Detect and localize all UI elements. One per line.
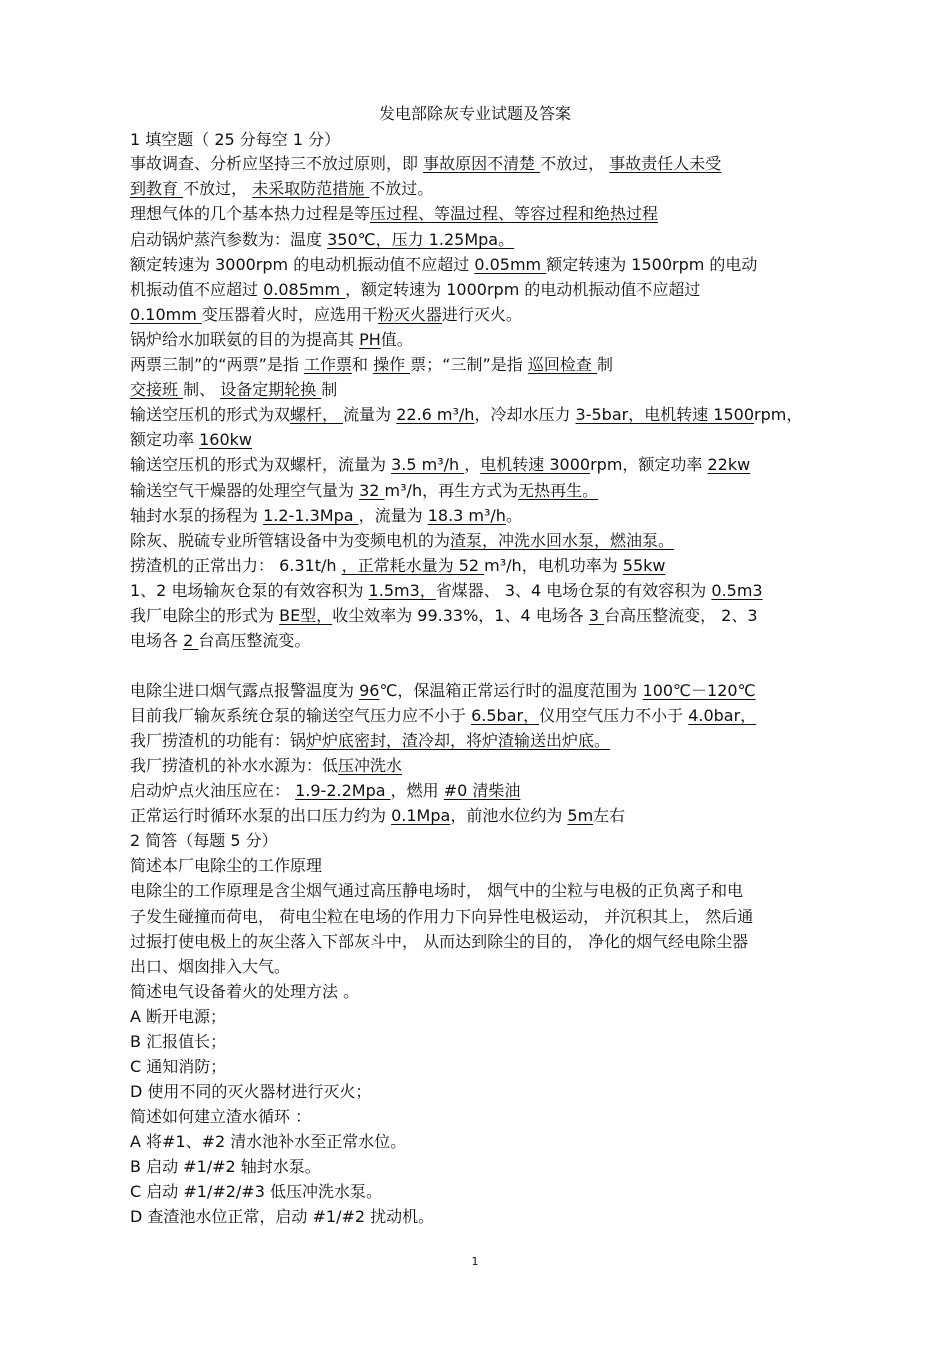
text-line bbox=[130, 579, 763, 603]
answer-blank: 160kw bbox=[199, 430, 252, 449]
text-segment: ， bbox=[464, 455, 481, 474]
text-segment: 电场各 bbox=[130, 631, 184, 650]
text-segment: rpm，额定功率 bbox=[590, 455, 708, 474]
text-segment: 理想气体的几个基本热力过程是等 bbox=[130, 204, 371, 223]
answer-blank: 0.10mm bbox=[130, 305, 202, 324]
answer-blank: 0.05mm bbox=[474, 255, 547, 274]
text-segment: 台高压整流变， 2、3 bbox=[604, 606, 758, 625]
text-segment: ℃，保温箱正常运行时的温度范围为 bbox=[379, 681, 643, 700]
text-segment: ，燃用 bbox=[390, 781, 444, 800]
text-line bbox=[130, 729, 610, 753]
text-segment: 进行灭火。 bbox=[441, 305, 522, 324]
text-segment: D 查渣池水位正常，启动 #1/#2 扰动机。 bbox=[130, 1207, 435, 1226]
text-segment: ，冷却水压力 bbox=[474, 405, 576, 424]
text-line bbox=[130, 1205, 434, 1229]
text-segment: 启动炉点火油压应在： bbox=[130, 781, 296, 800]
text-segment: 仪用空气压力不小于 bbox=[539, 706, 689, 725]
text-line bbox=[130, 328, 413, 352]
text-line bbox=[130, 128, 340, 152]
answer-blank: 1.5m3， bbox=[368, 581, 436, 600]
answer-blank: 炉炉底密封，渣冷却，将炉渣输送出炉底。 bbox=[306, 731, 611, 750]
answer-blank: 未采取防范措施 bbox=[252, 179, 370, 198]
answer-blank: 电机转速 3000 bbox=[480, 455, 591, 474]
text-segment: 不放过， bbox=[540, 154, 610, 173]
answer-blank: 事故原因不清楚 bbox=[423, 154, 541, 173]
text-segment: 制 bbox=[321, 380, 338, 399]
text-line bbox=[130, 1055, 226, 1079]
text-line bbox=[130, 980, 359, 1004]
text-segment: ，前池水位约为 bbox=[450, 806, 568, 825]
text-segment: 目前我厂输灰系统仓泵的输送空气压力应不小于 bbox=[130, 706, 472, 725]
text-segment: 我厂捞渣机的补水水源为：低 bbox=[130, 756, 339, 775]
answer-blank: #0 清柴油 bbox=[443, 781, 521, 800]
text-line bbox=[130, 554, 666, 578]
text-segment: B 汇报值长； bbox=[130, 1032, 227, 1051]
answer-blank: 2 bbox=[183, 631, 199, 650]
text-line bbox=[130, 228, 514, 252]
text-line bbox=[130, 955, 290, 979]
text-segment: 不放过。 bbox=[369, 179, 434, 198]
text-segment: 简述本厂电除尘的工作原理 bbox=[130, 856, 323, 875]
text-segment: 出口、烟囱排入大气。 bbox=[130, 957, 291, 976]
text-segment: 机振动值不应超过 bbox=[130, 280, 264, 299]
text-line bbox=[130, 1130, 406, 1154]
answer-blank: 0.085mm bbox=[263, 280, 346, 299]
answer-blank: 32 bbox=[359, 481, 385, 500]
text-segment: B 启动 #1/#2 轴封水泵。 bbox=[130, 1157, 321, 1176]
text-line bbox=[130, 378, 337, 402]
answer-blank: 粉灭火器 bbox=[377, 305, 442, 324]
text-segment: 收尘效率为 99.33%，1、4 电场各 bbox=[332, 606, 589, 625]
text-segment: 输送空压机的形式为双螺杆，流量为 bbox=[130, 455, 392, 474]
text-segment: 不放过， bbox=[183, 179, 253, 198]
text-segment: 我厂捞渣机的功能有：锅 bbox=[130, 731, 307, 750]
answer-blank: 压过程、等温过程、等容过程和绝热过程 bbox=[370, 204, 659, 223]
text-segment: 流量为 bbox=[343, 405, 397, 424]
answer-blank: 操作 bbox=[373, 355, 411, 374]
text-segment: 事故调查、分析应坚持三不放过原则，即 bbox=[130, 154, 424, 173]
answer-blank: 压冲洗水 bbox=[338, 756, 403, 775]
text-line bbox=[130, 854, 322, 878]
text-line bbox=[130, 253, 757, 277]
answer-blank: 巡回检查 bbox=[527, 355, 597, 374]
text-segment: 输送空压机的形式为双 bbox=[130, 405, 291, 424]
text-segment: 简述电气设备着火的处理方法 。 bbox=[130, 982, 360, 1001]
answer-blank: 3-5bar，电机转速 1500 bbox=[575, 405, 755, 424]
text-segment: 正常运行时循环水泵的出口压力约为 bbox=[130, 806, 392, 825]
text-segment: 制 bbox=[596, 355, 613, 374]
text-segment: 捞渣机的正常出力： 6.31t/h bbox=[130, 556, 342, 575]
text-segment: 启动锅炉蒸汽参数为：温度 bbox=[130, 230, 328, 249]
answer-blank: 3.5 m³/h bbox=[391, 455, 465, 474]
text-segment: 值。 bbox=[380, 330, 413, 349]
answer-blank: 0.5m3 bbox=[711, 581, 763, 600]
text-line bbox=[130, 202, 658, 226]
text-line bbox=[130, 679, 756, 703]
text-line bbox=[130, 704, 756, 728]
text-line bbox=[130, 428, 252, 452]
page-number: 1 bbox=[471, 1255, 479, 1268]
text-segment: 和 bbox=[351, 355, 374, 374]
text-line bbox=[130, 403, 802, 427]
text-line bbox=[130, 905, 753, 929]
answer-blank: ，正常耗水量为 52 bbox=[341, 556, 485, 575]
text-segment: 除灰、脱硫专业所管辖设备中为变频电机的为 bbox=[130, 531, 451, 550]
text-segment: 制、 bbox=[183, 380, 221, 399]
text-line bbox=[130, 879, 743, 903]
text-line bbox=[130, 529, 674, 553]
answer-blank: 到教育 bbox=[130, 179, 184, 198]
text-segment: 1 填空题（ 25 分每空 1 分） bbox=[130, 130, 341, 149]
answer-blank: 22.6 m³/h bbox=[396, 405, 475, 424]
answer-blank: 5m bbox=[567, 806, 594, 825]
text-line bbox=[130, 829, 278, 853]
text-segment: D 使用不同的灭火器材进行灭火； bbox=[130, 1082, 372, 1101]
text-segment: 轴封水泵的扬程为 bbox=[130, 506, 264, 525]
text-line bbox=[130, 1180, 382, 1204]
text-line bbox=[130, 353, 613, 377]
text-segment: 电除尘的工作原理是含尘烟气通过高压静电场时， 烟气中的尘粒与电极的正负离子和电 bbox=[130, 881, 744, 900]
text-line bbox=[130, 1030, 226, 1054]
text-segment: 额定功率 bbox=[130, 430, 200, 449]
text-segment: 输送空气干燥器的处理空气量为 bbox=[130, 481, 360, 500]
text-segment: 两票三制”的“两票”是指 bbox=[130, 355, 304, 374]
text-line bbox=[130, 779, 520, 803]
answer-blank: 无热再生。 bbox=[518, 481, 599, 500]
answer-blank: 1.9-2.2Mpa bbox=[295, 781, 391, 800]
text-line bbox=[130, 930, 748, 954]
answer-blank: 100℃－120℃ bbox=[642, 681, 756, 700]
text-segment: m³/h，电机功率为 bbox=[484, 556, 623, 575]
text-segment: 过振打使电极上的灰尘落入下部灰斗中， 从而达到除尘的目的， 净化的烟气经电除尘器 bbox=[130, 932, 749, 951]
answer-blank: 设备定期轮换 bbox=[220, 380, 322, 399]
text-segment: A 断开电源； bbox=[130, 1007, 227, 1026]
text-segment: 电除尘进口烟气露点报警温度为 bbox=[130, 681, 360, 700]
answer-blank: 4.0bar， bbox=[688, 706, 757, 725]
text-segment: 。 bbox=[505, 506, 522, 525]
answer-blank: 350℃，压力 1.25Mpa。 bbox=[327, 230, 515, 249]
text-segment: 额定转速为 3000rpm 的电动机振动值不应超过 bbox=[130, 255, 475, 274]
answer-blank: 0.1Mpa bbox=[391, 806, 451, 825]
text-line bbox=[130, 1105, 311, 1129]
text-segment: 左右 bbox=[593, 806, 626, 825]
text-segment: ，流量为 bbox=[358, 506, 428, 525]
text-line bbox=[130, 479, 598, 503]
text-line bbox=[130, 177, 433, 201]
text-line bbox=[130, 604, 758, 628]
text-segment: m³/h，再生方式为 bbox=[384, 481, 519, 500]
answer-blank: 事故责任人未受 bbox=[609, 154, 722, 173]
text-segment: 台高压整流变。 bbox=[198, 631, 311, 650]
text-segment: 省煤器、 3、4 电场仓泵的有效容积为 bbox=[435, 581, 712, 600]
answer-blank: 工作票 bbox=[303, 355, 352, 374]
text-line bbox=[130, 754, 402, 778]
text-segment: 简述如何建立渣水循环 ： bbox=[130, 1107, 312, 1126]
answer-blank: 渣泵，冲洗水回水泵，燃油泵。 bbox=[450, 531, 675, 550]
text-segment: C 通知消防； bbox=[130, 1057, 227, 1076]
text-line bbox=[130, 453, 750, 477]
answer-blank: 1.2-1.3Mpa bbox=[263, 506, 359, 525]
text-line bbox=[130, 629, 310, 653]
text-line bbox=[130, 303, 522, 327]
text-segment: 子发生碰撞而荷电， 荷电尘粒在电场的作用力下向异性电极运动， 并沉积其上， 然后通 bbox=[130, 907, 754, 926]
answer-blank: PH bbox=[359, 330, 381, 349]
answer-blank: 交接班 bbox=[130, 380, 184, 399]
answer-blank: 22kw bbox=[707, 455, 751, 474]
text-line bbox=[130, 1155, 321, 1179]
answer-blank: 18.3 m³/h bbox=[427, 506, 506, 525]
text-segment: 变压器着火时，应选用干 bbox=[201, 305, 378, 324]
text-segment: ，额定转速为 1000rpm 的电动机振动值不应超过 bbox=[345, 280, 701, 299]
answer-blank: 55kw bbox=[622, 556, 666, 575]
text-segment: C 启动 #1/#2/#3 低压冲洗水泵。 bbox=[130, 1182, 382, 1201]
document-title: 发电部除灰专业试题及答案 bbox=[378, 104, 571, 123]
text-segment: A 将#1、#2 清水池补水至正常水位。 bbox=[130, 1132, 407, 1151]
answer-blank: BE型， bbox=[279, 606, 333, 625]
text-line bbox=[130, 504, 522, 528]
text-line bbox=[130, 1005, 226, 1029]
text-line bbox=[130, 1080, 371, 1104]
text-line bbox=[130, 804, 625, 828]
text-segment: 锅炉给水加联氨的目的为提高其 bbox=[130, 330, 360, 349]
text-segment: 票；“三制”是指 bbox=[410, 355, 528, 374]
text-segment: 2 简答（每题 5 分） bbox=[130, 831, 278, 850]
text-segment: rpm， bbox=[754, 405, 803, 424]
text-line bbox=[130, 152, 721, 176]
text-line bbox=[130, 278, 700, 302]
answer-blank: 3 bbox=[588, 606, 605, 625]
answer-blank: 6.5bar， bbox=[471, 706, 540, 725]
answer-blank: 96 bbox=[359, 681, 380, 700]
text-segment: 1、2 电场输灰仓泵的有效容积为 bbox=[130, 581, 369, 600]
text-segment: 额定转速为 1500rpm 的电动 bbox=[546, 255, 758, 274]
text-segment: 我厂电除尘的形式为 bbox=[130, 606, 280, 625]
answer-blank: 螺杆， bbox=[290, 405, 344, 424]
